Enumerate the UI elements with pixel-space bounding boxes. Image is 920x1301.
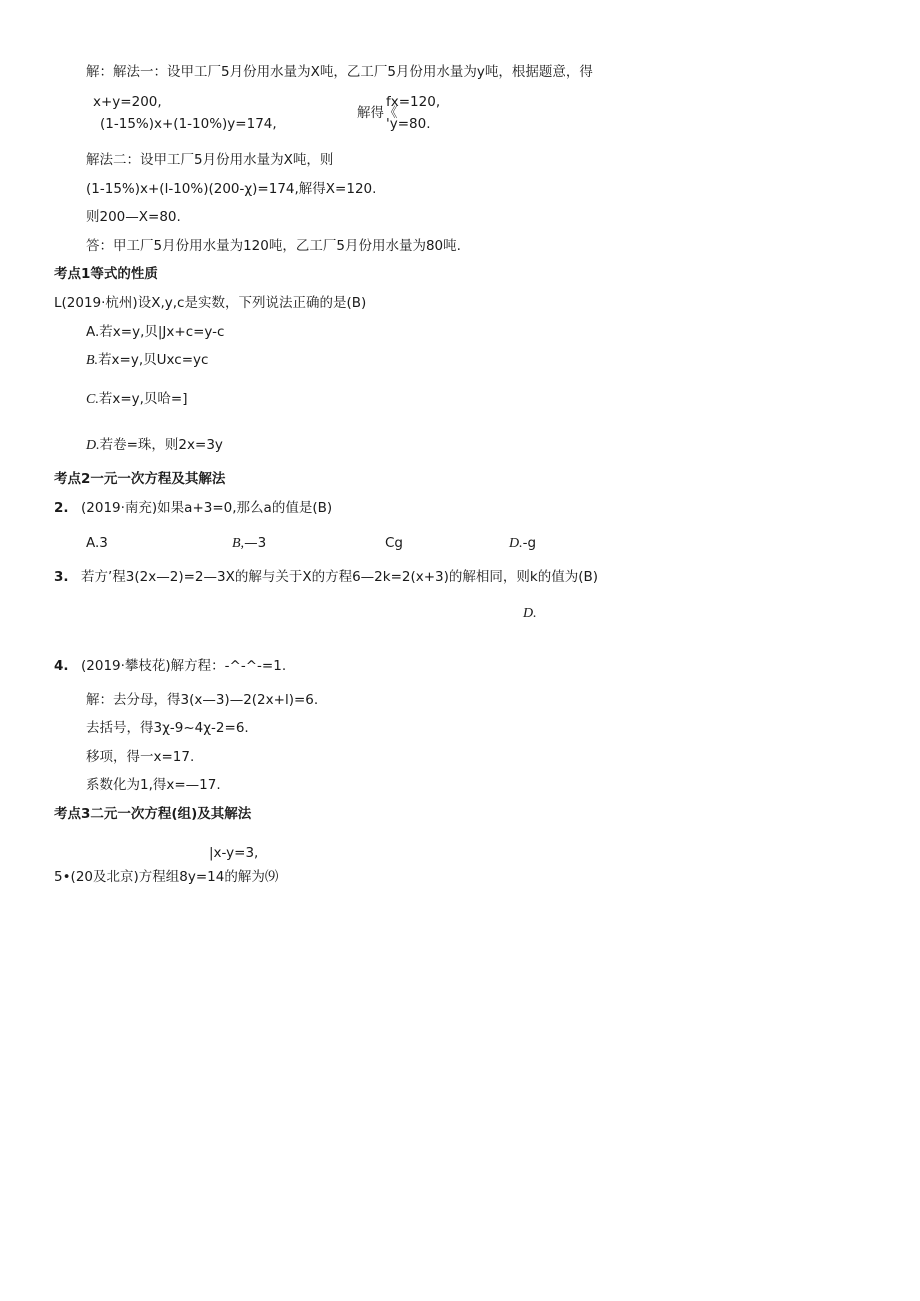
q5-stem: 5•(20及北京)方程组8y=14的解为⑼ xyxy=(54,869,279,885)
method2-then: 则200—X=80. xyxy=(86,209,181,225)
q2-option-c: Cg xyxy=(385,535,403,551)
q4-step-1: 解：去分母，得3(x—3)—2(2x+l)=6. xyxy=(86,692,319,708)
q4-step-4: 系数化为1,得x=—17. xyxy=(86,777,221,793)
q1-option-d-text: 若卷=珠，则2x=3y xyxy=(99,437,223,453)
answer-line: 答：甲工厂5月份用水量为120吨，乙工厂5月份用水量为80吨. xyxy=(86,238,461,254)
q2-option-d-text: -g xyxy=(522,535,537,551)
q3-option-d-letter: D. xyxy=(523,606,537,621)
topic1-heading: 考点1等式的性质 xyxy=(54,266,158,282)
q3-stem: 若方’程3(2x—2)=2—3X的解与关于X的方程6—2k=2(x+3)的解相同，则k的值为(B) xyxy=(81,569,599,585)
q1-stem: L(2019·杭州)设X,y,c是实数，下列说法正确的是(B) xyxy=(54,295,367,311)
solve-label: 解得《 xyxy=(357,105,398,121)
result-y: 'y=80. xyxy=(386,116,431,132)
q1-option-b xyxy=(86,354,208,368)
q2-stem: (2019·南充)如果a+3=0,那么a的值是(B) xyxy=(81,500,333,516)
q2-option-b-text: —3 xyxy=(244,535,267,551)
q2-option-a: A.3 xyxy=(86,535,108,551)
q2-number: 2. xyxy=(54,500,69,516)
method1-intro: 解：解法一：设甲工厂5月份用水量为X吨，乙工厂5月份用水量为y吨，根据题意，得 xyxy=(86,64,593,80)
q3-number: 3. xyxy=(54,569,69,585)
topic3-heading: 考点3二元一次方程(组)及其解法 xyxy=(54,806,252,822)
q2-option-b-letter: B, xyxy=(232,536,245,551)
method2-equation: (1-15%)x+(l-10%)(200-χ)=174,解得X=120. xyxy=(86,181,377,197)
q2-option-b xyxy=(232,537,266,551)
method2-intro: 解法二：设甲工厂5月份用水量为X吨，则 xyxy=(86,152,334,168)
q4-step-2: 去括号，得3χ-9~4χ-2=6. xyxy=(86,720,249,736)
q1-option-a: A.若x=y,贝|Jx+c=y-c xyxy=(86,324,225,340)
q1-option-b-text: 若x=y,贝Uxc=yc xyxy=(98,352,209,368)
topic2-heading: 考点2一元一次方程及其解法 xyxy=(54,471,226,487)
q1-option-d-letter: D. xyxy=(86,438,100,453)
q4-step-3: 移项，得一x=17. xyxy=(86,749,195,765)
system-equation-2: (1-15%)x+(1-10%)y=174, xyxy=(100,116,277,132)
q2-option-d xyxy=(509,537,536,551)
q4-stem: (2019·攀枝花)解方程：-^-^-=1. xyxy=(81,658,287,674)
q1-option-b-letter: B. xyxy=(86,353,99,368)
result-x: fx=120, xyxy=(386,94,441,110)
q2-option-d-letter: D. xyxy=(509,536,523,551)
q1-option-d xyxy=(86,439,223,453)
q4-number: 4. xyxy=(54,658,69,674)
q1-option-c xyxy=(86,393,188,407)
q1-option-c-letter: C. xyxy=(86,392,99,407)
q1-option-c-text: 若x=y,贝哈=] xyxy=(98,391,188,407)
q5-equation-top: |x-y=3, xyxy=(209,845,259,861)
system-equation-1: x+y=200, xyxy=(93,94,162,110)
